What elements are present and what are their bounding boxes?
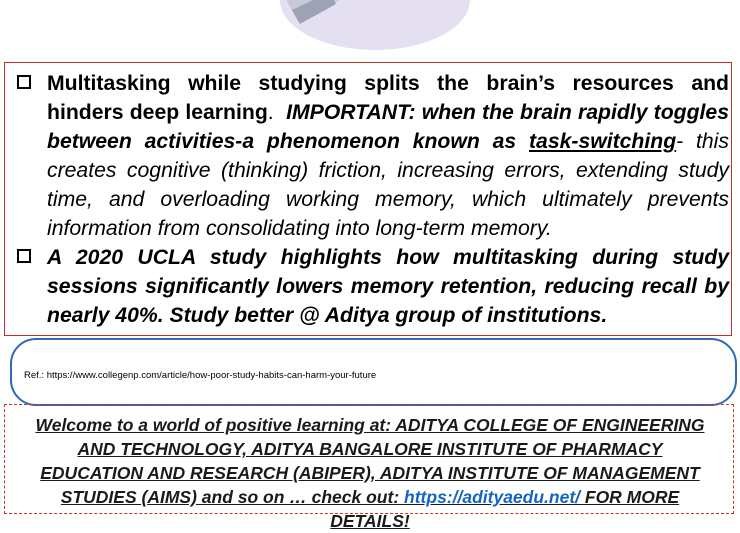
bullet-ucla-study: [17, 243, 729, 330]
welcome-text: Welcome to a world of positive learning at: ADITYA COLLEGE OF ENGINEERING AND TECHNOLOGY, ADITYA BANGALORE INSTITUTE OF PHARMACY EDUCATION AND RESEARCH (ABIPER), ADITYA INSTITUTE OF MANAGEMENT STUDIES (AIMS) and so on … check out: https://adityaedu.net/ FOR MORE DETAILS!: [35, 415, 705, 531]
reference-link-text[interactable]: Ref.: https://www.collegenp.com/article/how-poor-study-habits-can-harm-your-future: [24, 370, 377, 381]
reference-box: [10, 338, 737, 406]
main-content-box: [4, 62, 732, 336]
website-link[interactable]: https://adityaedu.net/: [404, 487, 581, 507]
checkbox-bullet-icon: [17, 75, 31, 89]
bullet-rest-text: - this creates cognitive (thinking) friction, increasing errors, extending study time, and overloading working memory, which ultimately prevents information from consolidating into long-term memory.: [47, 130, 729, 240]
checkbox-bullet-icon: [17, 249, 31, 263]
welcome-box: [4, 404, 734, 531]
bullet-text: A 2020 UCLA study highlights how multitasking during study sessions significantly lowers memory retention, reducing recall by nearly 40%. Study better @ Aditya group of institutions.: [47, 246, 729, 327]
task-switching-term: task-switching: [528, 130, 677, 153]
bullet-bold-text: Multitasking while studying splits the brain’s resources and hinders deep learning: [47, 72, 729, 124]
important-text: IMPORTANT: when the brain rapidly toggles between activities-a phenomenon known as: [47, 101, 730, 153]
bullet-multitasking: [17, 69, 729, 243]
bullet-text: Multitasking while studying splits the brain’s resources and hinders deep learning. IMPORTANT: when the brain rapidly toggles between activities-a phenomenon known as task-switching- this creates cognitive (thinking) friction, increasing errors, extending study time, and overloading working memory, which ultimately prevents information from consolidating into long-term memory.: [47, 72, 730, 240]
study-illustration: [270, 0, 480, 50]
